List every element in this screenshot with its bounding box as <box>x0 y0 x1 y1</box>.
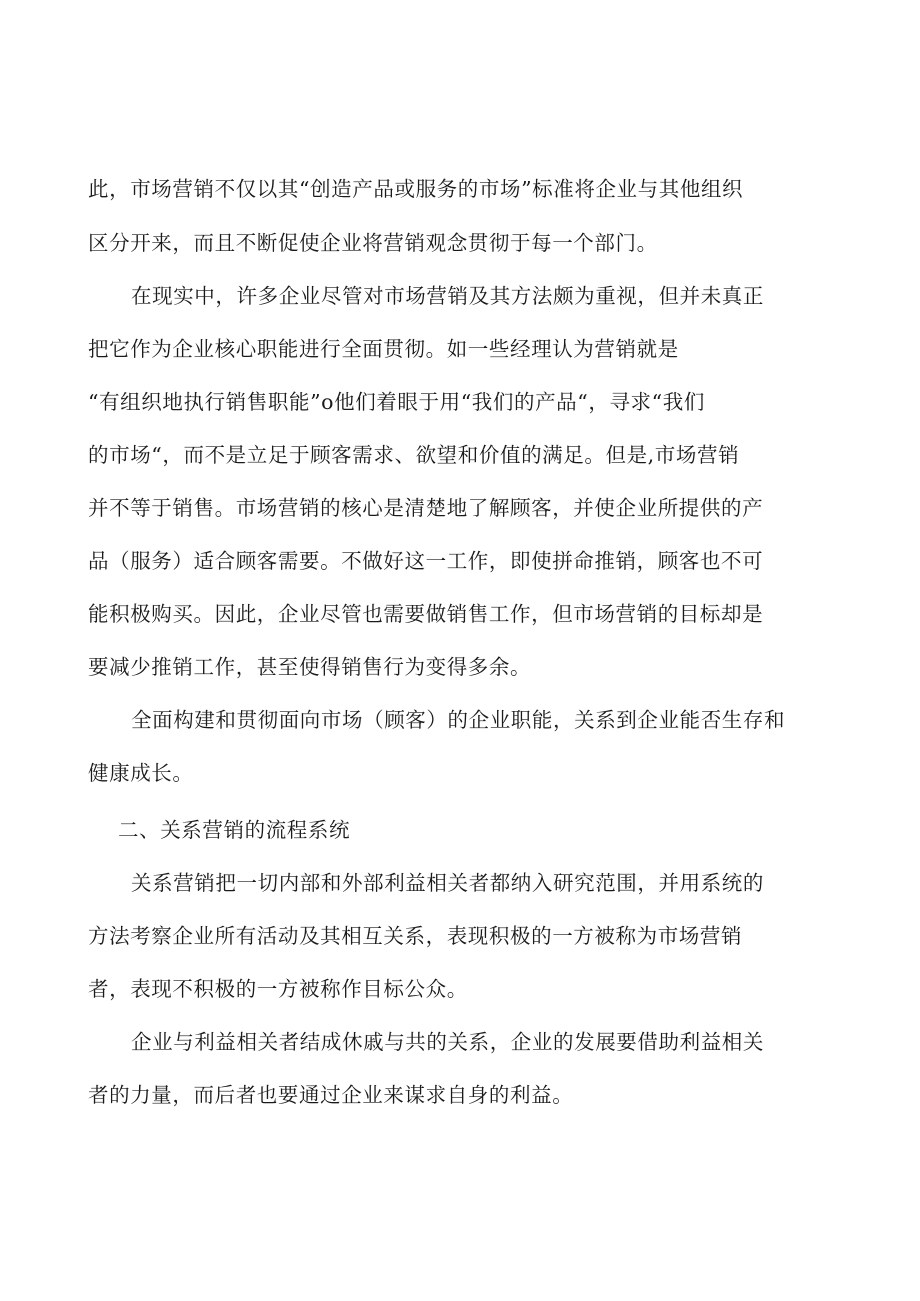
text-line: 健康成长。 <box>88 761 194 785</box>
text-line: 并不等于销售。市场营销的核心是清楚地了解顾客，并使企业所提供的产 <box>88 496 764 520</box>
text-line: 企业与利益相关者结成休戚与共的关系，企业的发展要借助利益相关 <box>131 1030 764 1054</box>
text-line: 在现实中，许多企业尽管对市场营销及其方法颇为重视，但并未真正 <box>131 284 764 308</box>
text-line: 者的力量，而后者也要通过企业来谋求自身的利益。 <box>88 1083 574 1107</box>
text-line: 全面构建和贯彻面向市场（顾客）的企业职能，关系到企业能否生存和 <box>131 708 786 732</box>
text-line: 关系营销把一切内部和外部利益相关者都纳入研究范围，并用系统的 <box>131 871 764 895</box>
text-line: 者，表现不积极的一方被称作目标公众。 <box>88 977 468 1001</box>
text-line: 的市场“，而不是立足于顾客需求、欲望和价值的满足。但是,市场营销 <box>88 443 740 467</box>
text-line: 品（服务）适合顾客需要。不做好这一工作，即使拼命推销，顾客也不可 <box>88 549 764 573</box>
text-line: 区分开来，而且不断促使企业将营销观念贯彻于每一个部门。 <box>88 231 658 255</box>
text-line: 此，市场营销不仅以其“创造产品或服务的市场”标准将企业与其他组织 <box>88 177 744 201</box>
text-line: 要减少推销工作，甚至使得销售行为变得多余。 <box>88 655 532 679</box>
text-line: 方法考察企业所有活动及其相互关系，表现积极的一方被称为市场营销 <box>88 924 743 948</box>
text-line: “有组织地执行销售职能”o他们着眼于用“我们的产品“，寻求“我们 <box>88 390 705 414</box>
section-heading: 二、关系营销的流程系统 <box>118 818 351 842</box>
text-line: 能积极购买。因此，企业尽管也需要做销售工作，但市场营销的目标却是 <box>88 602 764 626</box>
text-line: 把它作为企业核心职能进行全面贯彻。如一些经理认为营销就是 <box>88 337 679 361</box>
